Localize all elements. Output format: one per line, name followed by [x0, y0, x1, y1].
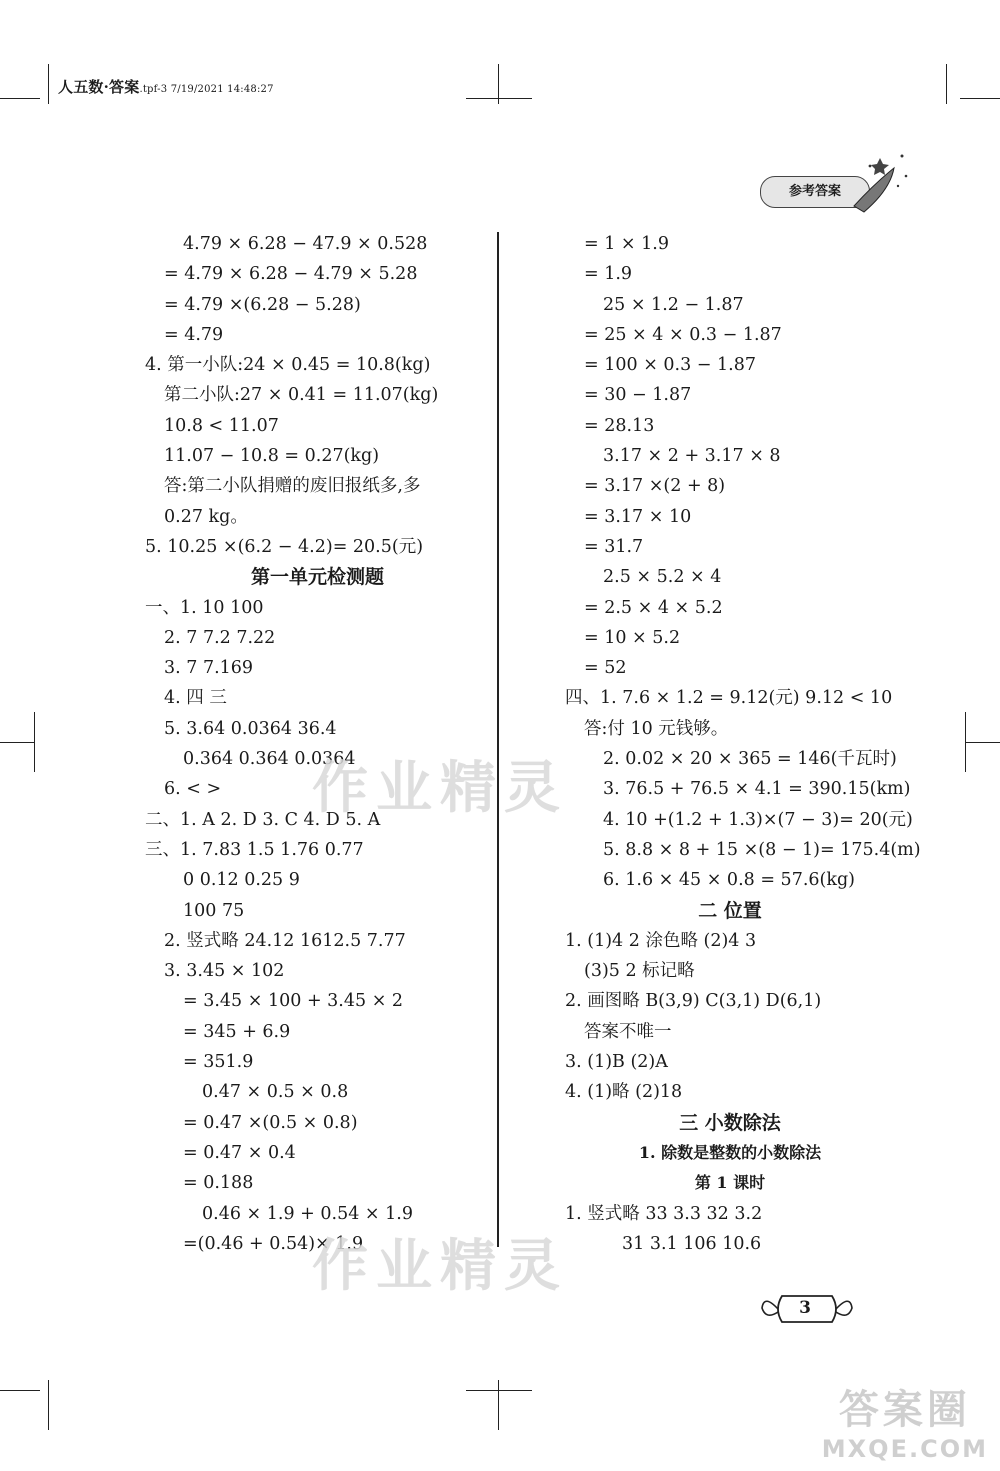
answer-line: 6. 1.6 × 45 × 0.8 = 57.6(kg): [603, 870, 855, 891]
subsection-heading: 第 1 课时: [694, 1173, 766, 1193]
answer-line: 100 75: [183, 900, 245, 921]
answer-line: 答:第二小队捐赠的废旧报纸多,多: [164, 476, 421, 497]
answer-line: = 100 × 0.3 − 1.87: [584, 355, 757, 376]
answer-line: 二、1. A 2. D 3. C 4. D 5. A: [145, 809, 381, 830]
answer-line: = 30 − 1.87: [584, 385, 692, 406]
answer-line: 0.27 kg。: [164, 506, 248, 527]
crop-mark: [0, 742, 34, 743]
answer-line: 31 3.1 106 10.6: [622, 1233, 762, 1254]
answer-line: = 31.7: [584, 536, 644, 557]
answer-line: 0.47 × 0.5 × 0.8: [202, 1082, 349, 1103]
answer-line: 3. 76.5 + 76.5 × 4.1 = 390.15(km): [603, 779, 911, 800]
answer-line: = 28.13: [584, 415, 655, 436]
crop-mark: [34, 712, 35, 772]
answer-line: 5. 3.64 0.0364 36.4: [164, 718, 337, 739]
site-watermark-url: MXQE.COM: [821, 1435, 988, 1463]
section-heading: 二 位置: [698, 899, 762, 922]
answer-line: = 3.45 × 100 + 3.45 × 2: [183, 991, 404, 1012]
answer-line: 4.79 × 6.28 − 47.9 × 0.528: [183, 234, 428, 254]
answer-line: 4. 四 三: [164, 688, 227, 709]
file-label: 人五数·答案: [58, 78, 140, 96]
answer-line: 4. 10 +(1.2 + 1.3)×(7 − 3)= 20(元): [603, 809, 913, 830]
section-heading: 第一单元检测题: [250, 566, 384, 589]
answer-line: = 345 + 6.9: [183, 1021, 291, 1042]
answer-line: 4. 第一小队:24 × 0.45 = 10.8(kg): [145, 355, 431, 376]
answer-line: = 3.17 × 10: [584, 506, 692, 527]
answer-line: = 4.79: [164, 324, 224, 345]
site-watermark-cn: 答案圈: [838, 1387, 971, 1433]
answer-line: = 52: [584, 658, 627, 679]
answer-line: 四、1. 7.6 × 1.2 = 9.12(元) 9.12 < 10: [565, 688, 893, 709]
answer-line: 3. 3.45 × 102: [164, 961, 285, 982]
section-heading: 三 小数除法: [679, 1111, 781, 1134]
crop-mark: [0, 98, 40, 99]
answer-line: 三、1. 7.83 1.5 1.76 0.77: [145, 839, 364, 860]
answer-line: 2. 画图略 B(3,9) C(3,1) D(6,1): [565, 991, 822, 1012]
answer-line: 一、1. 10 100: [145, 597, 264, 618]
watermark: 作业精灵: [312, 1234, 568, 1299]
page-number: 3: [799, 1298, 811, 1318]
crop-mark: [965, 742, 1000, 743]
answer-line: 10.8 < 11.07: [164, 415, 279, 436]
answer-line: = 10 × 5.2: [584, 627, 681, 648]
banner-title: 参考答案: [788, 184, 841, 199]
answer-line: = 1 × 1.9: [584, 234, 669, 254]
answer-line: (3)5 2 标记略: [584, 961, 695, 982]
site-watermark: [822, 1378, 988, 1463]
answer-line: 11.07 − 10.8 = 0.27(kg): [164, 446, 380, 467]
crop-mark: [946, 64, 947, 104]
answer-line: = 0.188: [183, 1173, 254, 1194]
answer-line: = 4.79 × 6.28 − 4.79 × 5.28: [164, 264, 418, 285]
answer-line: 0.46 × 1.9 + 0.54 × 1.9: [202, 1203, 413, 1224]
answer-line: 25 × 1.2 − 1.87: [603, 294, 744, 315]
answer-line: = 3.17 ×(2 + 8): [584, 476, 726, 497]
watermark: 作业精灵: [312, 756, 568, 821]
answer-line: = 25 × 4 × 0.3 − 1.87: [584, 324, 782, 345]
answer-line: 答案不唯一: [584, 1021, 672, 1042]
subsection-heading: 1. 除数是整数的小数除法: [638, 1142, 822, 1162]
answer-line: 1. (1)4 2 涂色略 (2)4 3: [565, 930, 757, 951]
crop-mark: [466, 1390, 532, 1391]
answer-line: 5. 10.25 ×(6.2 − 4.2)= 20.5(元): [145, 536, 424, 557]
answer-line: =(0.46 + 0.54)× 1.9: [183, 1233, 364, 1254]
answer-line: 2. 竖式略 24.12 1612.5 7.77: [164, 930, 406, 951]
crop-mark: [960, 98, 1000, 99]
banner-ornament-icon: [850, 146, 912, 218]
answer-line: 2.5 × 5.2 × 4: [603, 567, 722, 588]
answer-line: 3.17 × 2 + 3.17 × 8: [603, 446, 781, 467]
crop-mark: [48, 1380, 49, 1430]
crop-mark: [466, 98, 532, 99]
answer-line: = 351.9: [183, 1052, 254, 1073]
crop-mark: [498, 1380, 499, 1430]
answer-line: 0 0.12 0.25 9: [183, 870, 300, 891]
answer-line: 5. 8.8 × 8 + 15 ×(8 − 1)= 175.4(m): [603, 839, 921, 860]
answer-line: 2. 7 7.2 7.22: [164, 627, 276, 648]
column-divider: [497, 232, 499, 1247]
crop-mark: [48, 64, 49, 104]
answer-line: = 0.47 × 0.4: [183, 1142, 296, 1163]
answer-line: 3. (1)B (2)A: [565, 1052, 668, 1073]
answer-line: 2. 0.02 × 20 × 365 = 146(千瓦时): [603, 749, 897, 770]
answer-line: 6. < >: [164, 779, 222, 800]
answer-line: 4. (1)略 (2)18: [565, 1082, 683, 1103]
answer-line: 0.364 0.364 0.0364: [183, 749, 356, 770]
answer-line: 答:付 10 元钱够。: [584, 718, 729, 739]
answer-line: = 1.9: [584, 264, 633, 285]
right-column: [565, 229, 921, 1259]
file-meta: .tpf-3 7/19/2021 14:48:27: [139, 84, 274, 95]
answer-line: = 4.79 ×(6.28 − 5.28): [164, 294, 361, 315]
answer-line: = 2.5 × 4 × 5.2: [584, 597, 723, 618]
answer-line: 1. 竖式略 33 3.3 32 3.2: [565, 1203, 763, 1224]
file-header: [58, 76, 274, 97]
answer-line: 3. 7 7.169: [164, 658, 254, 679]
answer-line: = 0.47 ×(0.5 × 0.8): [183, 1112, 358, 1133]
answer-line: 第二小队:27 × 0.41 = 11.07(kg): [164, 385, 439, 406]
crop-mark: [0, 1390, 40, 1391]
